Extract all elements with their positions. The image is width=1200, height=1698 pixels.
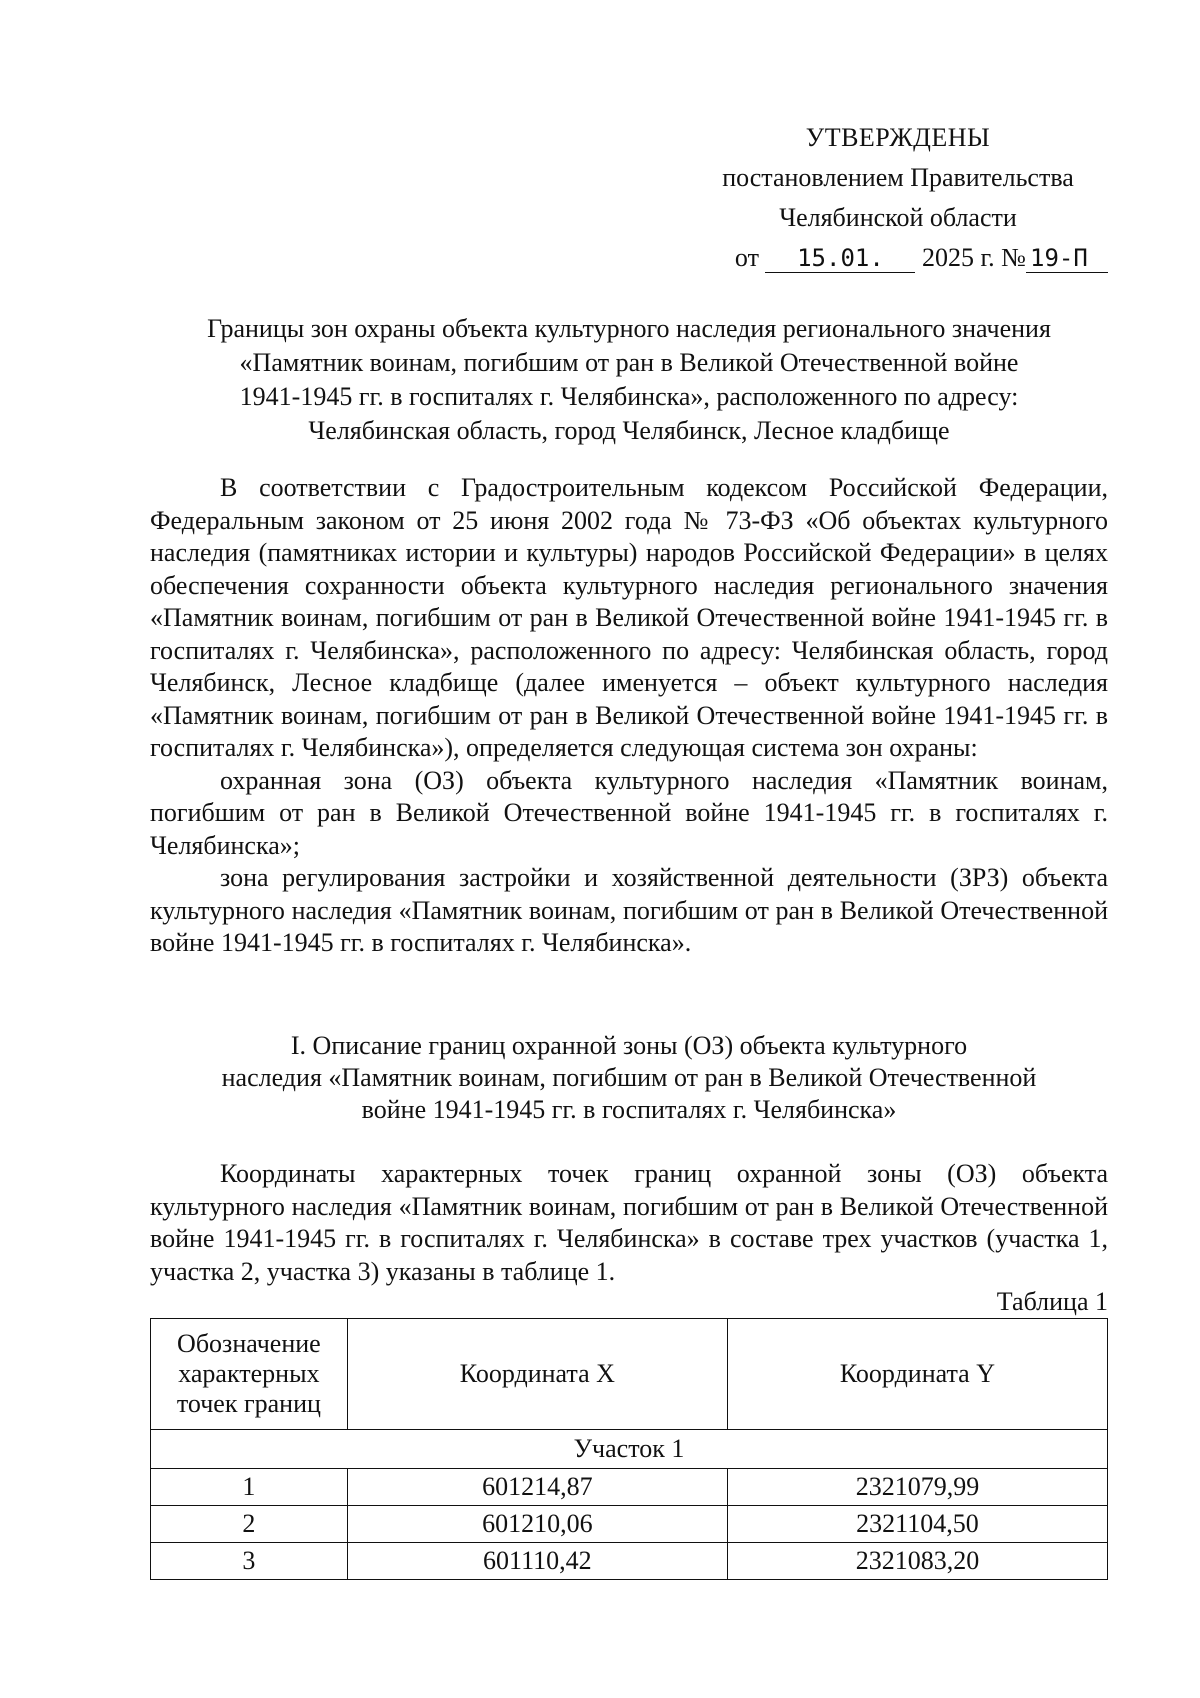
section-1-title-line-2: наследия «Памятник воинам, погибшим от ран в Великой Отечественной [221,1063,1037,1092]
cell-y: 2321083,20 [727,1543,1107,1580]
table-row [151,1543,1108,1580]
approval-line-2: Челябинской области [779,203,1017,232]
header-y: Координата Y [727,1319,1107,1430]
body-paragraph-1: В соответствии с Градостроительным кодексом Российской Федерации, Федеральным законом от 25 июня 2002 года № 73-ФЗ «Об объектах культурного наследия (памятниках истории и культуры) народов Российской Федерации» в целях обеспечения сохранности объекта культурного наследия регионального значения «Памятник воинам, погибшим от ран в Великой Отечественной войне 1941-1945 гг. в госпиталях г. Челябинска», расположенного по адресу: Челябинская область, город Челябинск, Лесное кладбище (далее именуется – объект культурного наследия «Памятник воинам, погибшим от ран в Великой Отечественной войне 1941-1945 гг. в госпиталях г. Челябинска»), определяется следующая система зон охраны: [150,473,1108,762]
cell-y: 2321079,99 [727,1469,1107,1506]
table-part-row [151,1430,1108,1469]
table-row [151,1506,1108,1543]
cell-point: 3 [151,1543,348,1580]
approval-date: 15.01. [765,244,915,273]
cell-y: 2321104,50 [727,1506,1107,1543]
cell-x: 601210,06 [347,1506,727,1543]
part-label: Участок 1 [151,1430,1108,1469]
cell-x: 601214,87 [347,1469,727,1506]
approval-number: 19-П [1026,244,1108,273]
table-header-row [151,1319,1108,1430]
approval-block [688,118,1108,278]
cell-point: 2 [151,1506,348,1543]
cell-point: 1 [151,1469,348,1506]
document-title-line-2: «Памятник воинам, погибшим от ран в Великой Отечественной войне [239,348,1019,377]
document-body [150,472,1108,960]
document-title-line-4: Челябинская область, город Челябинск, Лесное кладбище [308,416,950,445]
table-row [151,1469,1108,1506]
approval-line-1: постановлением Правительства [722,163,1074,192]
body-paragraph-2: охранная зона (ОЗ) объекта культурного наследия «Памятник воинам, погибшим от ран в Великой Отечественной войне 1941-1945 гг. в госпиталях г. Челябинска»; [150,765,1108,860]
body-paragraph-3: зона регулирования застройки и хозяйственной деятельности (ЗРЗ) объекта культурного наследия «Памятник воинам, погибшим от ран в Великой Отечественной войне 1941-1945 гг. в госпиталях г. Челябинска». [150,863,1108,957]
section-1-title-line-3: войне 1941-1945 гг. в госпиталях г. Челябинска» [361,1095,897,1124]
document-title-line-1: Границы зон охраны объекта культурного наследия регионального значения [207,314,1051,343]
table-caption: Таблица 1 [996,1287,1108,1316]
section-1-title-line-1: I. Описание границ охранной зоны (ОЗ) объекта культурного [290,1031,968,1060]
header-point: Обозначение характерных точек границ [151,1319,348,1430]
cell-x: 601110,42 [347,1543,727,1580]
coordinates-table [150,1318,1108,1580]
approval-date-prefix: от [734,243,759,272]
section-1-paragraph: Координаты характерных точек границ охранной зоны (ОЗ) объекта культурного наследия «Памятник воинам, погибшим от ран в Великой Отечественной войне 1941-1945 гг. в госпиталях г. Челябинска» в составе трех участков (участка 1, участка 2, участка 3) указаны в таблице 1. [150,1159,1108,1286]
section-1-text [150,1158,1108,1288]
document-title [150,312,1108,448]
approval-title: УТВЕРЖДЕНЫ [805,123,991,152]
header-x: Координата X [347,1319,727,1430]
document-page [150,0,1108,1698]
section-1-title [150,1030,1108,1126]
document-title-line-3: 1941-1945 гг. в госпиталях г. Челябинска», расположенного по адресу: [239,382,1019,411]
approval-year: 2025 г. № [921,243,1026,272]
approval-date-line [688,238,1108,278]
